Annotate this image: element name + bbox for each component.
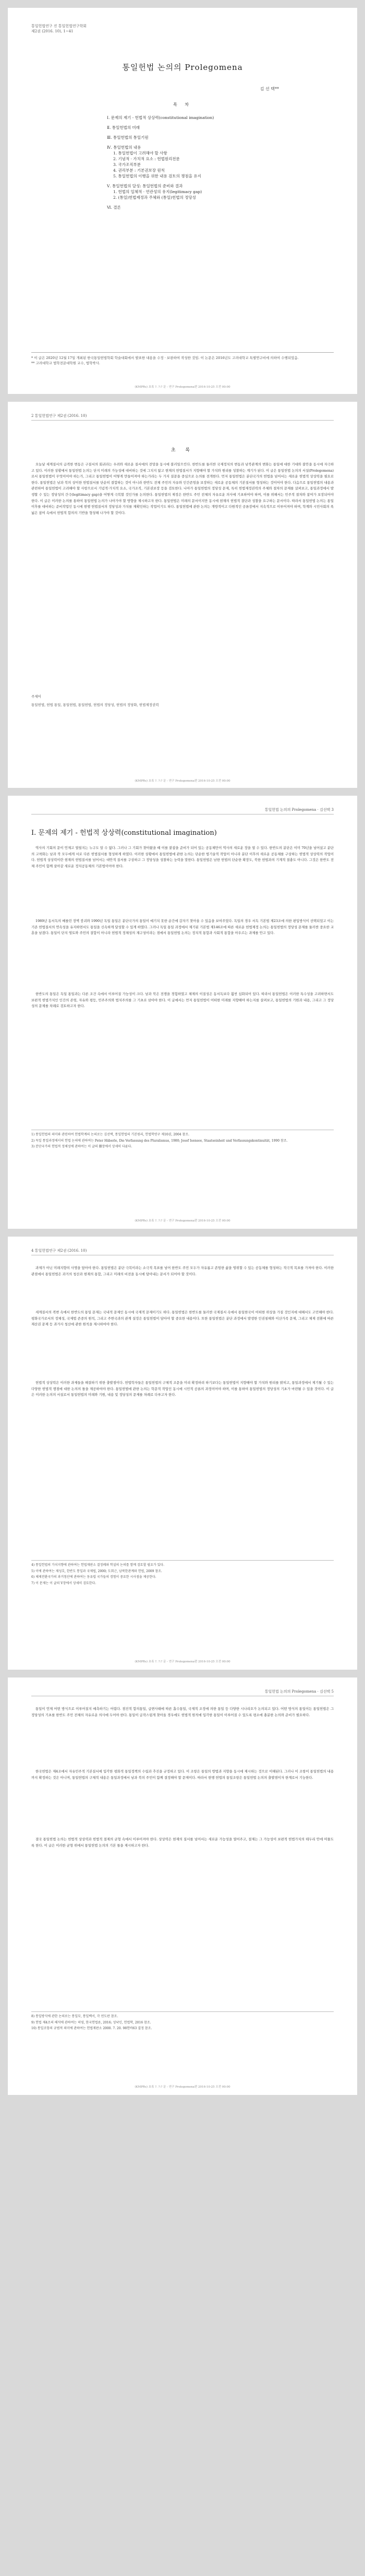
journal-name: 통일헌법연구 진 통일헌법연구학회 — [31, 24, 87, 28]
toc-item: 1. 통일헌법이 고려해야 할 사항 — [113, 151, 167, 155]
author-name: 김 선 택** — [260, 87, 279, 91]
abstract-title: 초 록 — [171, 448, 194, 453]
body-paragraph: 세계질서의 격변 속에서 한반도의 통일 문제는 국내적 문제인 동시에 국제적 문제이기도 하다. 통일헌법은 한반도를 둘러싼 국제질서 속에서 통일한국이 어떠한 위상을 가질 것인지에 대해서도 고민해야 한다. 평화국가로서의 정체성, 국제법 존중의 원칙, 그리고 주변국과의 관계 설정은 통일헌법이 담아야 할 중요한 내용이다. 또한 통일헌법은 분단 과정에서 발생한 인권침해와 이산가족 문제, 그리고 체제 전환에 따른 재산권 문제 등 과거사 청산에 관한 원칙을 제시하여야 한다. — [31, 1310, 334, 1327]
footnotes — [31, 2011, 334, 2032]
abstract-body: 오늘날 세계질서의 급격한 변동은 구질서의 회귀라는 우려와 새로운 질서에의 전망을 동시에 불러일으킨다. 한반도를 둘러싼 국제정치의 변동과 남북관계의 변화는 통일에 대한 기대와 불안을 동시에 자극하고 있다. 이러한 상황에서 통일헌법 논의는 단지 미래의 가능성에 대비하는 것에 그치지 않고 현재의 헌법질서가 지향해야 할 가치와 원리를 성찰하는 계기가 된다. 이 글은 통일헌법 논의의 서설(Prolegomena)로서 통일헌법이 무엇이어야 하는가, 그리고 통일헌법이 어떻게 만들어져야 하는가라는 두 가지 질문을 중심으로 논의를 전개한다. 먼저 통일헌법은 분단국가의 헌법을 넘어서는 새로운 헌법적 상상력을 필요로 한다. 통일헌법은 남과 북의 상이한 헌법질서를 단순히 결합하는 것이 아니라 한반도 전체 주민의 자유와 인간존엄을 보장하는 새로운 공동체의 기본질서를 형성하는 것이어야 한다. 다음으로 통일헌법의 내용과 관련하여 통일헌법이 고려해야 할 사항으로서 기념적·가치적 요소, 국가조직, 기본권보장 등을 검토한다. 나아가 통일헌법의 정당성 문제, 특히 헌법제정권력의 주체와 절차의 문제를 살펴보고, 통일과정에서 발생할 수 있는 정당성의 간극(legitimacy gap)을 어떻게 극복할 것인가를 논의한다. 통일헌법의 제정은 한반도 주민 전체의 자유로운 의사에 기초하여야 하며, 이를 위해서는 민주적 절차와 참여가 보장되어야 한다. 이 글은 이러한 논의를 통하여 통일헌법 논의가 나아가야 할 방향을 제시하고자 한다. 통일헌법은 미래의 문서이지만 동시에 현재의 헌법적 결단과 성찰을 요구하는 문서이다. 따라서 통일헌법 논의는 통일 이후를 대비하는 준비작업인 동시에 현행 헌법질서의 정당성과 가치를 재확인하는 작업이기도 하다. 통일헌법에 관한 논의는 개방적이고 다원적인 공론장에서 지속적으로 이루어져야 하며, 학계와 시민사회의 폭넓은 참여 속에서 헌법적 합의의 기반을 형성해 나가야 할 것이다. — [31, 462, 334, 515]
toc-item: Ⅳ. 통일헌법의 내용 — [107, 145, 141, 150]
footnotes — [31, 1130, 334, 1151]
page-3 — [8, 796, 357, 1229]
table-of-contents — [107, 115, 214, 210]
page-footer: (KMPRs) 초록 ?. ?:? 문 - 연구 Prolegomena편 2016-10-25 오전 00:00 — [135, 780, 230, 783]
section-heading: Ⅰ. 문제의 제기 - 헌법적 상상력(constitutional imagination) — [31, 829, 217, 837]
running-header-right: 통일헌법 논의의 Prolegomena · 김선택 3 — [264, 808, 334, 812]
toc-item: 5. 통일헌법의 이행을 위한 내용 검토의 쟁점을 유지 — [113, 174, 201, 178]
body-paragraph: 결국 통일헌법 논의는 헌법적 상상력과 헌법적 절제의 균형 속에서 이루어져야 한다. 상상력은 현재의 질서를 넘어서는 새로운 가능성을 열어주고, 절제는 그 가능성이 보편적 헌법가치의 테두리 안에 머물도록 한다. 이 글은 이러한 균형 위에서 통일헌법 논의의 기본 틀을 제시하고자 한다. — [31, 1837, 334, 1848]
footnotes — [31, 352, 334, 366]
page-5 — [8, 1678, 357, 2095]
toc-item: Ⅱ. 통일헌법의 미래 — [107, 125, 140, 130]
footnote: 6) 체제전환국가의 과거청산에 관하여는 동유럽 국가들의 경험이 중요한 시사점을 제공한다. — [31, 1575, 156, 1579]
running-header — [31, 413, 334, 421]
footnote: 5) 이에 관하여는 제성호, 한반도 통일과 국제법, 2000; 도회근, 남북한관계와 헌법, 2009 참조. — [31, 1569, 162, 1573]
paper-title: 통일헌법 논의의 Prolegomena — [122, 63, 243, 72]
journal-header — [31, 23, 87, 34]
footnote: 3) 분단국가의 헌법적 정체성에 관하여는 이 글의 Ⅲ장에서 상세히 다룬다. — [31, 1145, 132, 1148]
toc-item: 3. 국가조직부분 — [113, 162, 141, 167]
page-1 — [8, 8, 357, 394]
toc-item: Ⅰ. 문제의 제기 - 헌법적 상상력(constitutional imagination) — [107, 115, 214, 120]
body-paragraph: 통일이 언제 어떤 방식으로 이루어질지 예측하기는 어렵다. 점진적 합의통일, 급변사태에 따른 흡수통일, 국제적 조정에 의한 통일 등 다양한 시나리오가 논의되고 있다. 어떤 방식의 통일이든 통일헌법은 그 정당성의 기초를 한반도 주민 전체의 자유로운 의사에 두어야 한다. 통일이 급작스럽게 찾아올 경우에도 헌법적 원칙에 입각한 통일이 이루어질 수 있도록 평소에 충분한 논의와 준비가 필요하다. — [31, 1707, 334, 1717]
running-header-left: 2 통일헌법연구 제2권 (2016. 10) — [31, 414, 87, 418]
body-paragraph: 과제가 아닌 미래지향의 사명을 담아야 한다. 통일헌법은 분단 극복이라는 소극적 목표를 넘어 한반도 주민 모두가 자유롭고 존엄한 삶을 영위할 수 있는 공동체를 형성하는 적극적 목표를 가져야 한다. 이러한 관점에서 통일헌법은 과거의 청산과 현재의 통합, 그리고 미래의 비전을 동시에 담아내는 문서가 되어야 할 것이다. — [31, 1266, 334, 1276]
running-header-left: 4 통일헌법연구 제2권 (2016. 10) — [31, 1249, 87, 1253]
toc-title: 목 차 — [173, 102, 192, 107]
running-header-right: 통일헌법 논의의 Prolegomena · 김선택 5 — [264, 1690, 334, 1694]
body-paragraph: 역사의 기회의 문이 언제고 열릴지는 누구도 알 수 없다. 그러나 그 기회가 찾아왔을 때 이를 붙잡을 준비가 되어 있는 공동체만이 역사의 새로운 장을 열 수 있다. 한반도의 분단은 이미 70년을 넘어섰고 분단의 고착화는 남과 북 모두에게 서로 다른 헌법질서를 형성하게 하였다. 이러한 상황에서 통일헌법에 관한 논의는 단순한 법기술적 작업이 아니라 분단 이후의 새로운 공동체를 구상하는 헌법적 상상력의 작업이다. 헌법적 상상력이란 현재의 헌법질서를 넘어서는 대안적 질서를 구상하고 그 정당성을 성찰하는 능력을 말한다. 통일헌법은 남한 헌법의 단순한 확장도, 북한 헌법과의 기계적 절충도 아니다. 그것은 한반도 전체 주민이 함께 살아갈 새로운 정치공동체의 기본법이어야 한다. — [31, 846, 334, 868]
footnote: 7) 이 문제는 이 글의 Ⅴ장에서 상세히 검토한다. — [31, 1581, 96, 1585]
footnote: 2) 독일 통일과정에서의 헌법 논의에 관하여는 Peter Häberle, Die Verfassung des Pluralismus, 1980; Josef Isensee, Staatseinheit und Verfassungskontinuität, 1990 참조. — [31, 1139, 288, 1143]
toc-item: 2. (통일)헌법제정과 주체와 (통일)헌법의 정당성 — [113, 195, 196, 200]
running-header — [31, 807, 334, 814]
page-footer: (KMPRs) 초록 ?. ?:? 문 - 연구 Prolegomena편 2016-10-25 오전 00:00 — [135, 386, 230, 389]
footnote: ** 고려대학교 법학전문대학원 교수, 법학박사. — [31, 361, 100, 365]
footnote: 8) 통일방식에 관한 논의로는 통일부, 통일백서, 각 연도판 참조. — [31, 2015, 118, 2018]
footnote: 4) 통일헌법의 가치지향에 관하여는 헌법재판소 결정례와 학설의 논의를 함께 검토할 필요가 있다. — [31, 1563, 165, 1567]
footnote: * 이 글은 2020년 12월 17일 개최된 한국통일헌법학회 학술대회에서 발표한 내용을 수정 · 보완하여 작성한 것임. 이 논문은 2016년도 고려대학교 특별연구비에 의하여 수행되었음. — [31, 356, 299, 360]
toc-item: Ⅴ. 통일헌법의 달성: 통일헌법의 준비와 결과 — [107, 184, 183, 188]
toc-item: Ⅵ. 결론 — [107, 205, 121, 210]
toc-item: 2. 기념적 · 가치적 요소 : 헌법원리전문 — [113, 157, 180, 161]
footnote: 1) 통일헌법의 의미와 관련하여 헌법학계의 논의로는 김선택, 통일헌법의 기본원리, 헌법학연구 제10권, 2004 참조. — [31, 1133, 190, 1136]
running-header — [31, 1689, 334, 1696]
footnote: 10) 통일조항의 규범적 의미에 관하여는 헌법재판소 2000. 7. 20. 98헌바63 결정 참조. — [31, 2027, 152, 2030]
body-paragraph: 한국헌법은 제4조에서 자유민주적 기본질서에 입각한 평화적 통일정책의 수립과 추진을 규정하고 있다. 이 조항은 통일의 방법과 지향을 동시에 제시하는 것으로 이해된다. 그러나 이 조항이 통일헌법의 내용까지 확정하는 것은 아니며, 통일헌법의 구체적 내용은 통일과정에서 남과 북의 주민이 함께 결정해야 할 문제이다. 따라서 현행 헌법의 통일조항은 통일헌법 논의의 출발점이자 한계로서 기능한다. — [31, 1769, 334, 1780]
running-header — [31, 1248, 334, 1255]
journal-issue: 제2권 (2016. 10), 1~41 — [31, 29, 74, 33]
body-paragraph: 한반도의 통일은 독일 통일과는 다른 조건 속에서 이루어질 가능성이 크다. 남과 북은 전쟁을 경험하였고 체제의 이질성은 동서독보다 훨씬 심화되어 있다. 따라서 통일헌법은 이러한 특수성을 고려하면서도 보편적 헌법가치인 인간의 존엄, 자유와 평등, 민주주의와 법치주의를 그 기초로 삼아야 한다. 이 글에서는 먼저 통일헌법이 어떠한 미래를 지향해야 하는지를 살펴보고, 통일헌법의 기원과 내용, 그리고 그 정당성의 문제를 차례로 검토하고자 한다. — [31, 992, 334, 1009]
toc-item: 1. 헌법의 일체적 · 연관성의 유지(legitimacy gap) — [113, 189, 202, 194]
body-paragraph: 헌법적 상상력은 이러한 과제들을 해결하기 위한 출발점이다. 헌법학자들은 통일헌법의 구체적 조문을 미리 확정하려 하기보다는 통일헌법이 지향해야 할 가치와 원리를 밝히고, 통일과정에서 제기될 수 있는 다양한 헌법적 쟁점에 대한 논의의 틀을 제공하여야 한다. 통일헌법에 관한 논의는 학문적 작업인 동시에 시민적 공론의 과정이어야 하며, 이를 통하여 통일헌법의 정당성의 기초가 마련될 수 있을 것이다. 이 글은 이러한 논의의 서설로서 통일헌법의 미래와 기원, 내용 및 정당성의 문제를 차례로 다루고자 한다. — [31, 1381, 334, 1397]
toc-item: 4. 권리부분 : 기본권보장 원칙 — [113, 168, 165, 173]
page-footer: (KMPRs) 초록 ?. ?:? 문 - 연구 Prolegomena편 2016-10-25 오전 00:00 — [135, 2086, 230, 2089]
page-footer: (KMPRs) 초록 ?. ?:? 문 - 연구 Prolegomena편 2016-10-25 오전 00:00 — [135, 1219, 230, 1223]
footnotes — [31, 1560, 334, 1587]
toc-item: Ⅲ. 통일헌법의 통일기원 — [107, 135, 149, 140]
body-paragraph: 1989년 동서독의 베를린 장벽 붕괴와 1990년 독일 통일은 분단국가의 통일이 예기치 못한 순간에 갑자기 찾아올 수 있음을 보여주었다. 독일의 경우 서독 기본법 제23조에 의한 편입방식이 선택되었고 이는 기존 헌법질서의 연속성을 유지하면서도 통일을 신속하게 달성할 수 있게 하였다. 그러나 독일 통일 과정에서 제기된 기본법 제146조에 따른 새로운 헌법제정 논의는 통일헌법의 정당성 문제를 둘러싼 중요한 교훈을 남겼다. 통일이 단지 영토와 주민의 결합이 아니라 헌법적 정체성의 재구성이라는 점에서 통일헌법 논의는 정치적 통합과 사회적 통합을 아우르는 과제를 안고 있다. — [31, 919, 334, 936]
page-4 — [8, 1237, 357, 1670]
keywords: 통일헌법, 헌법 통일, 통일헌법, 통일헌법, 헌법의 정당성, 헌법의 정당화, 헌법제정권력 — [31, 703, 159, 707]
page-footer: (KMPRs) 초록 ?. ?:? 문 - 연구 Prolegomena편 2016-10-25 오전 00:00 — [135, 1660, 230, 1663]
keywords-label: 주제어 — [31, 694, 41, 699]
footnote: 9) 헌법 제4조의 해석에 관하여는 허영, 한국헌법론, 2016; 성낙인, 헌법학, 2016 참조. — [31, 2020, 151, 2024]
page-2 — [8, 402, 357, 788]
